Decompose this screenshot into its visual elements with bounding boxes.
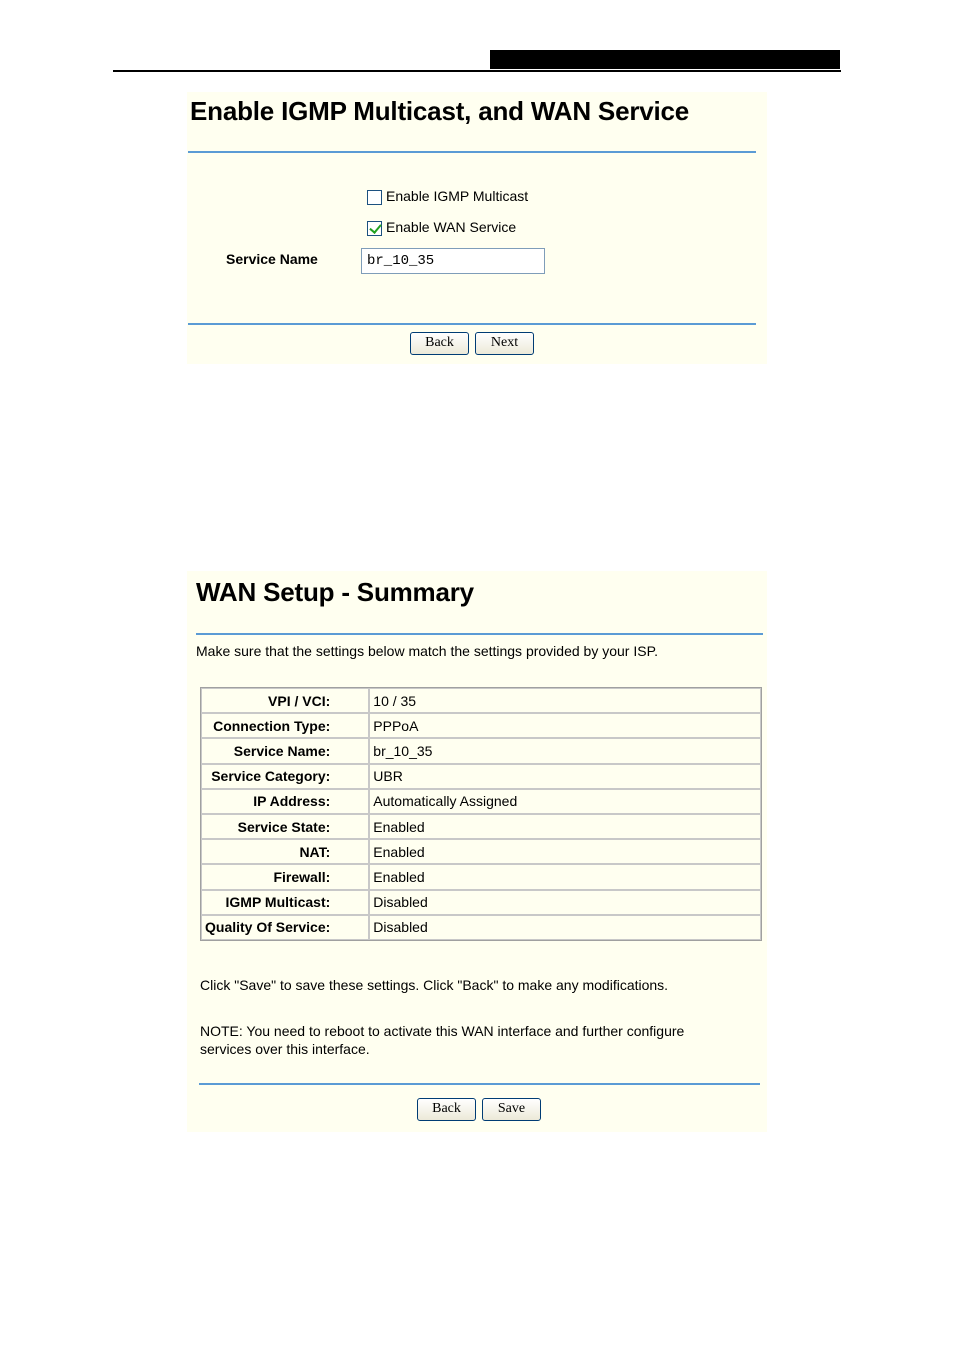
row-value: Enabled	[369, 814, 761, 839]
row-label: IP Address:	[201, 789, 369, 814]
reboot-note-line1: NOTE: You need to reboot to activate this WAN interface and further configure	[200, 1023, 685, 1039]
row-label: Service Name:	[201, 738, 369, 763]
service-name-label: Service Name	[226, 251, 318, 267]
header-bar	[490, 50, 840, 69]
save-button[interactable]: Save	[482, 1098, 541, 1121]
table-row	[201, 890, 761, 915]
footer-divider	[188, 323, 756, 325]
row-label: Firewall:	[201, 864, 369, 889]
wan-service-checkbox[interactable]	[367, 221, 382, 236]
table-row	[201, 789, 761, 814]
save-hint: Click "Save" to save these settings. Click "Back" to make any modifications.	[200, 977, 669, 993]
service-name-input[interactable]	[361, 248, 545, 274]
igmp-multicast-label: Enable IGMP Multicast	[386, 188, 529, 204]
summary-table	[200, 687, 762, 941]
row-label: IGMP Multicast:	[201, 890, 369, 915]
row-value: Automatically Assigned	[369, 789, 761, 814]
back-button[interactable]: Back	[410, 332, 469, 355]
table-row	[201, 814, 761, 839]
table-row	[201, 688, 761, 713]
row-value: Disabled	[369, 890, 761, 915]
header-rule	[113, 70, 841, 72]
summary-back-button[interactable]: Back	[417, 1098, 476, 1121]
table-row	[201, 764, 761, 789]
table-row	[201, 713, 761, 738]
row-value: Enabled	[369, 839, 761, 864]
summary-intro: Make sure that the settings below match the settings provided by your ISP.	[196, 643, 658, 659]
row-value: Disabled	[369, 915, 761, 940]
row-value: UBR	[369, 764, 761, 789]
table-row	[201, 915, 761, 940]
title-divider	[188, 151, 756, 153]
row-value: br_10_35	[369, 738, 761, 763]
summary-title-divider	[196, 633, 763, 635]
summary-title: WAN Setup - Summary	[196, 577, 474, 607]
row-value: Enabled	[369, 864, 761, 889]
row-label: NAT:	[201, 839, 369, 864]
page-title: Enable IGMP Multicast, and WAN Service	[190, 96, 690, 126]
row-label: Service Category:	[201, 764, 369, 789]
row-label: Connection Type:	[201, 713, 369, 738]
row-value: PPPoA	[369, 713, 761, 738]
reboot-note-line2: services over this interface.	[200, 1041, 370, 1057]
row-label: Quality Of Service:	[201, 915, 369, 940]
table-row	[201, 738, 761, 763]
summary-footer-divider	[199, 1083, 760, 1085]
wan-service-label: Enable WAN Service	[386, 219, 517, 235]
row-label: VPI / VCI:	[201, 688, 369, 713]
table-row	[201, 864, 761, 889]
igmp-wan-panel	[187, 92, 767, 364]
row-value: 10 / 35	[369, 688, 761, 713]
igmp-multicast-checkbox[interactable]	[367, 190, 382, 205]
next-button[interactable]: Next	[475, 332, 534, 355]
row-label: Service State:	[201, 814, 369, 839]
table-row	[201, 839, 761, 864]
